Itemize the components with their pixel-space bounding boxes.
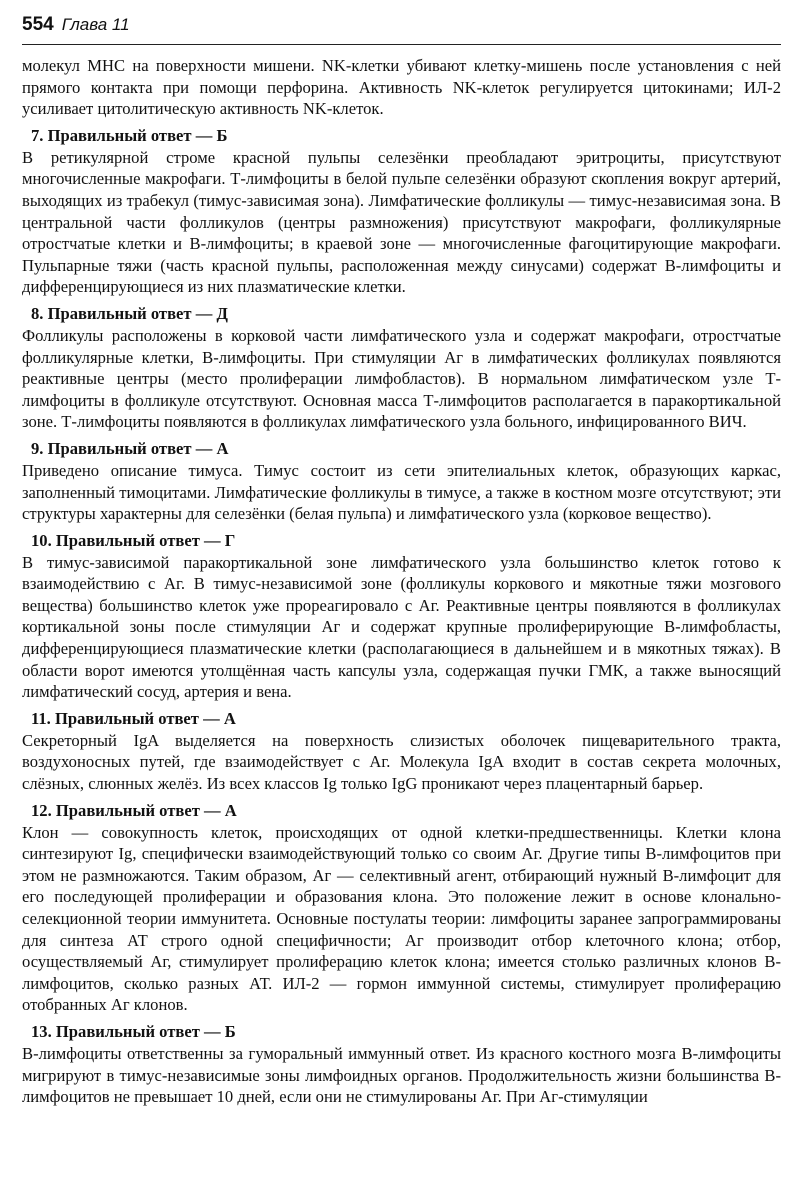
intro-paragraph: молекул МНС на поверхности мишени. NK-клетки убивают клетку-мишень после установления с ней прямого контакта при помощи перфорина. Активность NK-клеток регулируется цитокинами; ИЛ-2 усиливает цитолитическую активность NK-клеток. xyxy=(22,56,781,119)
answer-10 xyxy=(22,530,781,703)
answer-7 xyxy=(22,125,781,298)
answer-13 xyxy=(22,1021,781,1108)
answer-text: В ретикулярной строме красной пульпы селезёнки преобладают эритроциты, присутствуют многочисленные макрофаги. Т-лимфоциты в белой пульпе селезёнки образуют скопления вокруг артерий, выходящих из трабекул (тимус-зависимая зона). Лимфатические фолликулы — тимус-независимая зона. В центральной части фолликулов (центры размножения) присутствуют макрофаги, фолликулярные отростчатые клетки и В-лимфоциты; в краевой зоне — многочисленные фагоцитирующие макрофаги. Пульпарные тяжи (часть красной пульпы, расположенная между синусами) содержат В-лимфоциты и дифференцирующиеся из них плазматические клетки. xyxy=(22,147,781,297)
answer-text: В-лимфоциты ответственны за гуморальный иммунный ответ. Из красного костного мозга В-лимфоциты мигрируют в тимус-независимые зоны лимфоидных органов. Продолжительность жизни большинства В-лимфоцитов не превышает 10 дней, если они не стимулированы Аг. При Аг-стимуляции xyxy=(22,1043,781,1107)
answer-heading: 9. Правильный ответ — А xyxy=(31,438,229,458)
answer-11 xyxy=(22,708,781,795)
answer-text: Секреторный IgA выделяется на поверхность слизистых оболочек пищеварительного тракта, воздухоносных путей, где взаимодействует с Аг. Молекула IgA входит в состав секрета молочных, слёзных, слюнных желёз. Из всех классов Ig только IgG проникают через плацентарный барьер. xyxy=(22,730,781,794)
page-header xyxy=(22,14,781,45)
answer-heading: 10. Правильный ответ — Г xyxy=(31,530,236,550)
answer-8 xyxy=(22,303,781,433)
answer-heading: 13. Правильный ответ — Б xyxy=(31,1021,236,1041)
answer-text: Приведено описание тимуса. Тимус состоит из сети эпителиальных клеток, образующих каркас, заполненный тимоцитами. Лимфатические фолликулы в тимусе, а также в костном мозге отсутствуют; эти структуры характерны для селезёнки (белая пульпа) и лимфатического узла (корковое вещество). xyxy=(22,460,781,524)
answer-text: В тимус-зависимой паракортикальной зоне лимфатического узла большинство клеток готово к взаимодействию с Аг. В тимус-независимой зоне (фолликулы коркового и мякотные тяжи мозгового вещества) большинство клеток уже прореагировало с Аг. Реактивные центры появляются в фолликулах кортикальной зоны после стимуляции Аг и содержат крупные пролиферирующие В-лимфобласты, дифференцирующиеся плазматические клетки (располагающиеся в дальнейшем и в мякотных тяжах). В области ворот имеются утолщённая часть капсулы узла, содержащая пучки ГМК, а также выносящий лимфатический сосуд, артерия и вена. xyxy=(22,552,781,702)
answer-9 xyxy=(22,438,781,525)
answer-heading: 7. Правильный ответ — Б xyxy=(31,125,228,145)
answer-heading: 8. Правильный ответ — Д xyxy=(31,303,228,323)
answer-text: Клон — совокупность клеток, происходящих от одной клетки-предшественницы. Клетки клона синтезируют Ig, специфически взаимодействующий только со своим Аг. Другие типы В-лимфоцитов при этом не размножаются. Таким образом, Аг — селективный агент, отбирающий нужный В-лимфоцит для его последующей пролиферации и образования клона. Это положение лежит в основе клонально-селекционной теории иммунитета. Основные постулаты теории: лимфоциты заранее запрограммированы для синтеза АТ строго одной специфичности; Аг производит отбор клеточного клона; отбор, осуществляемый Аг, стимулирует пролиферацию клеток клона; имеется столько различных клонов В-лимфоцитов, сколько разных АТ. ИЛ-2 — гормон иммунной системы, стимулирует пролиферацию отобранных Аг клонов. xyxy=(22,822,781,1015)
answer-text: Фолликулы расположены в корковой части лимфатического узла и содержат макрофаги, отростчатые фолликулярные клетки, В-лимфоциты. При стимуляции Аг в лимфатических фолликулах появляются реактивные центры (место пролиферации лимфобластов). В нормальном лимфатическом узле Т-лимфоциты в фолликуле отсутствуют. Основная масса Т-лимфоцитов располагается в паракортикальной зоне. Т-лимфоциты появляются в фолликулах лимфатического узла больного, инфицированного ВИЧ. xyxy=(22,325,781,432)
page-number: 554 xyxy=(22,14,54,35)
answer-heading: 11. Правильный ответ — А xyxy=(31,708,236,728)
answer-heading: 12. Правильный ответ — А xyxy=(31,800,237,820)
answer-12 xyxy=(22,800,781,1016)
running-head: Глава 11 xyxy=(61,15,130,34)
